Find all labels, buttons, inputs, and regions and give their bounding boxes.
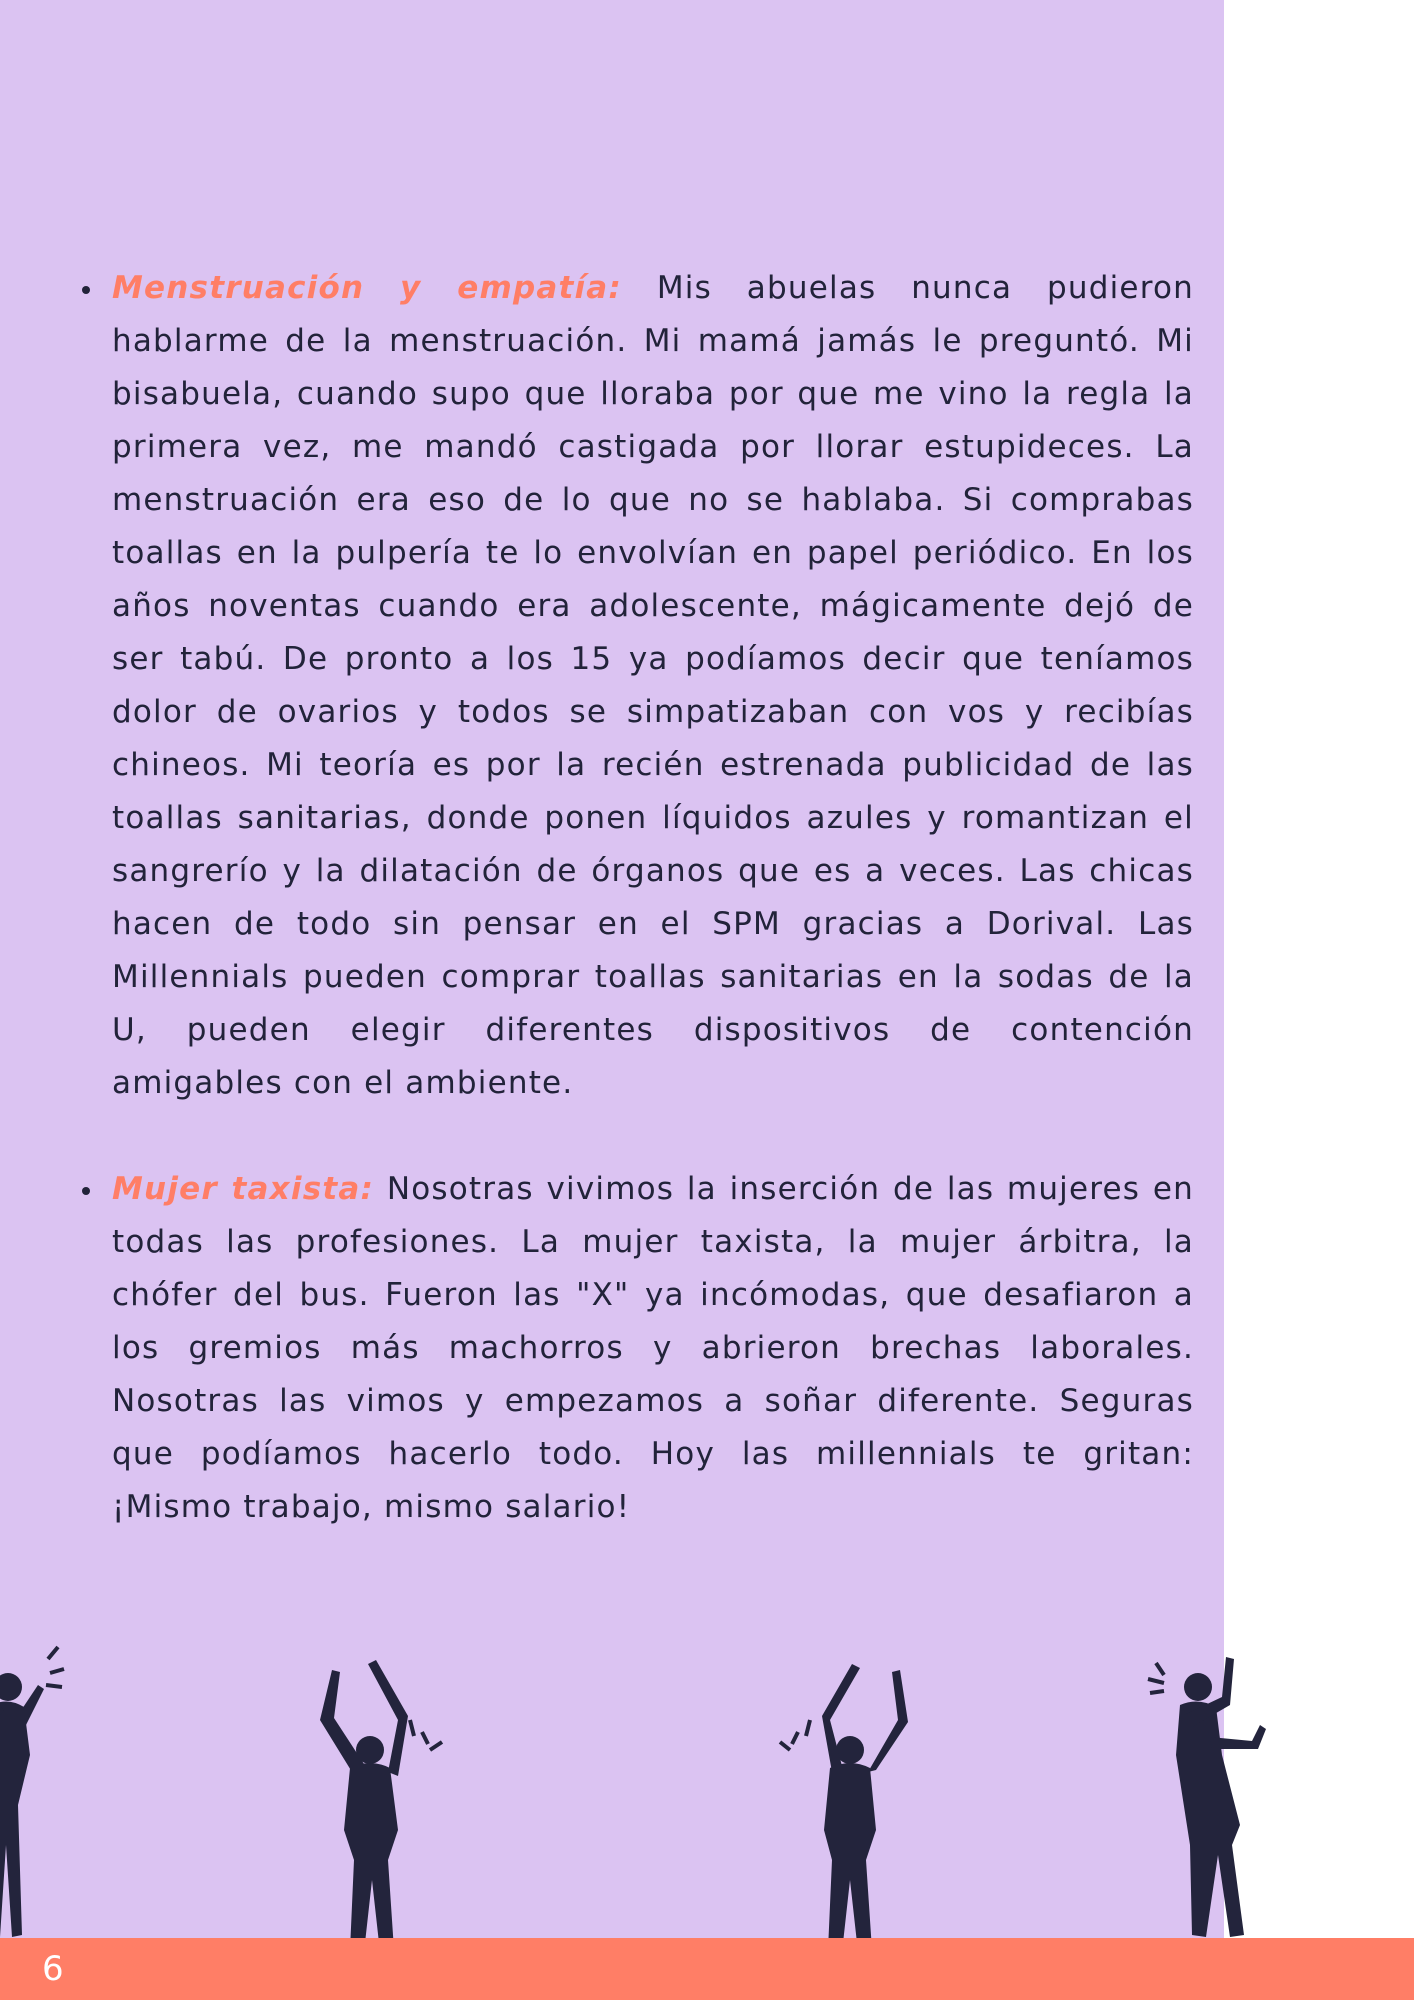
page-number: 6 <box>42 1949 64 1989</box>
list-item <box>112 1163 1194 1534</box>
footer-bar <box>0 1938 1414 2000</box>
item-text: Nosotras vivimos la inserción de las mujeres en todas las profesiones. La mujer taxista, la mujer árbitra, la chófer del bus. Fueron las "X" ya incómodas, que desafiaron a los gremios más machorros y abrieron brechas laborales. Nosotras las vimos y empezamos a soñar diferente. Seguras que podíamos hacerlo todo. Hoy las millennials te gritan: ¡Mismo trabajo, mismo salario! <box>112 1171 1194 1525</box>
item-text: Mis abuelas nunca pudieron hablarme de la menstruación. Mi mamá jamás le preguntó. Mi bisabuela, cuando supo que lloraba por que me vino la regla la primera vez, me mandó castigada por llorar estupideces. La menstruación era eso de lo que no se hablaba. Si comprabas toallas en la pulpería te lo envolvían en papel periódico. En los años noventas cuando era adolescente, mágicamente dejó de ser tabú. De pronto a los 15 ya podíamos decir que teníamos dolor de ovarios y todos se simpatizaban con vos y recibías chineos. Mi teoría es por la recién estrenada publicidad de las toallas sanitarias, donde ponen líquidos azules y romantizan el sangrerío y la dilatación de órganos que es a veces. Las chicas hacen de todo sin pensar en el SPM gracias a Dorival. Las Millennials pueden comprar toallas sanitarias en la sodas de la U, pueden elegir diferentes dispositivos de contención amigables con el ambiente. <box>112 270 1194 1101</box>
cheering-person-icon <box>780 1660 920 1960</box>
cheering-person-icon <box>310 1660 450 1960</box>
bullet-list <box>56 262 1194 1587</box>
list-item <box>112 262 1194 1110</box>
item-keyword: Mujer taxista: <box>112 1171 375 1207</box>
item-keyword: Menstruación y empatía: <box>112 270 623 306</box>
clapping-person-icon <box>0 1645 88 1945</box>
clapping-person-icon <box>1140 1645 1290 1945</box>
